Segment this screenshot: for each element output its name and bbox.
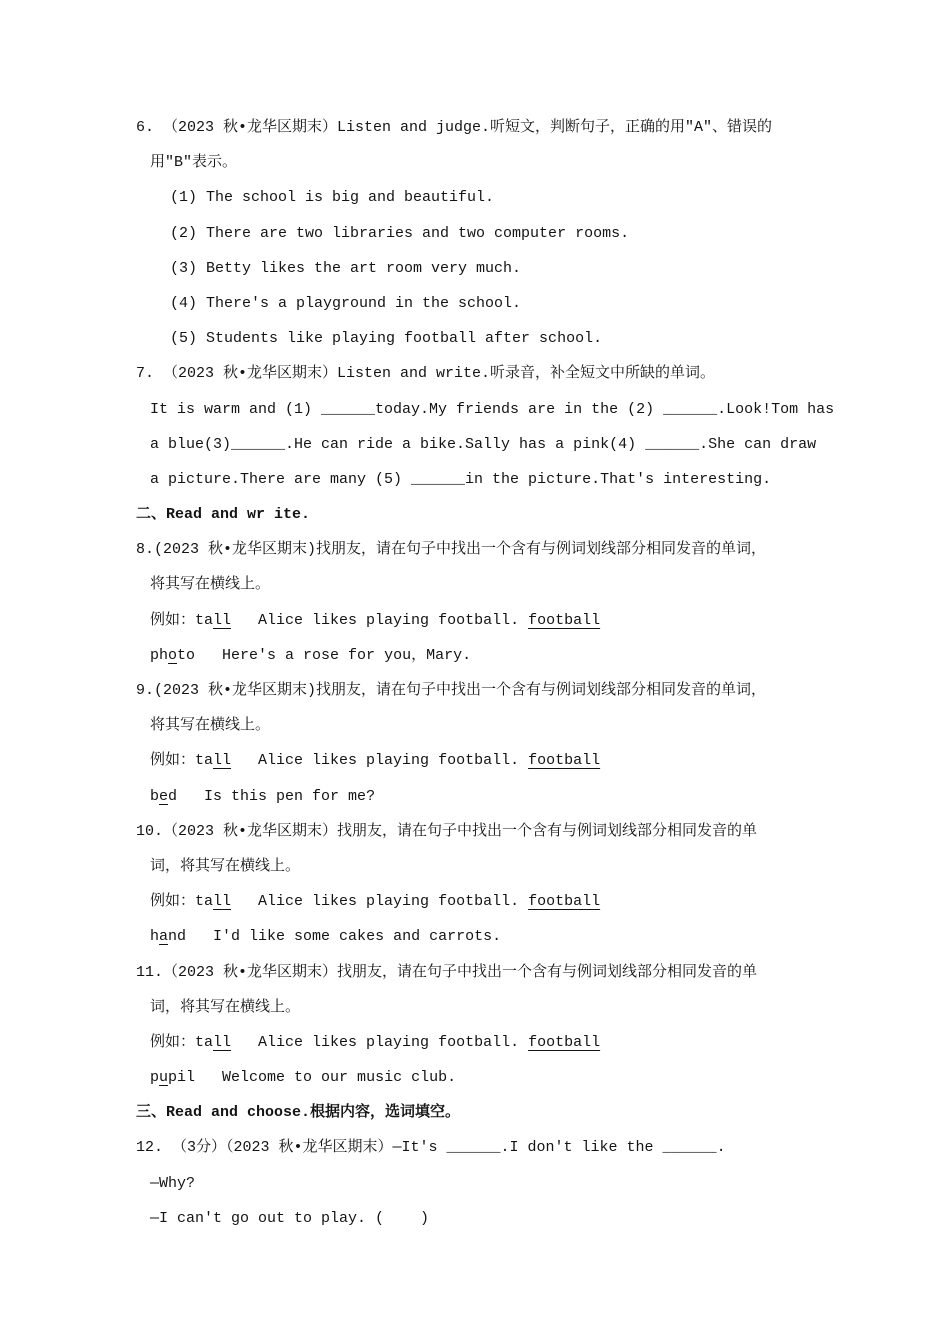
- question-9-answer-line: [136, 779, 840, 814]
- question-12-dialog-line-1: —Why?: [150, 1174, 196, 1192]
- word-prefix: ph: [150, 646, 169, 664]
- example-prefix: 例如：ta: [150, 893, 214, 911]
- question-7-passage-line-2: a blue(3)______.He can ride a bike.Sally has a pink(4) ______.She can draw: [150, 435, 817, 453]
- example-sentence: Alice likes playing football.: [231, 1033, 529, 1051]
- question-6-sub-4: (4) There's a playground in the school.: [170, 294, 522, 312]
- example-sentence: Alice likes playing football.: [231, 752, 529, 770]
- question-7-passage-line-1: It is warm and (1) ______today.My friends are in the (2) ______.Look!Tom has: [150, 400, 835, 418]
- question-7-header: 7. （2023 秋•龙华区期末）Listen and write.听录音，补全短文中所缺的单词。: [136, 365, 716, 383]
- question-7-passage-line-3: a picture.There are many (5) ______in the picture.That's interesting.: [150, 470, 772, 488]
- question-9-instruction-line2: 将其写在横线上。: [150, 717, 271, 735]
- question-9-header: 9.(2023 秋•龙华区期末)找朋友，请在句子中找出一个含有与例词划线部分相同发音的单词，: [136, 682, 767, 699]
- word-sentence: nd I'd like some cakes and carrots.: [168, 928, 502, 946]
- example-underlined-letters: ll: [213, 893, 232, 911]
- example-prefix: 例如：ta: [150, 752, 214, 770]
- question-11-example-line: [136, 1025, 840, 1060]
- word-sentence: to Here's a rose for you，Mary.: [177, 646, 472, 664]
- example-prefix: 例如：ta: [150, 1033, 214, 1051]
- question-6-header: 6. （2023 秋•龙华区期末）Listen and judge.听短文，判断句子，正确的用"A"、错误的: [136, 119, 773, 136]
- question-11-header: 11.（2023 秋•龙华区期末）找朋友，请在句子中找出一个含有与例词划线部分相同发音的单: [136, 963, 758, 981]
- word-sentence: d Is this pen for me?: [168, 787, 376, 805]
- question-8-instruction-line2: 将其写在横线上。: [150, 576, 271, 594]
- question-8-example-line: [136, 603, 840, 638]
- example-answer-word: football: [528, 893, 601, 911]
- question-10-example-line: [136, 884, 840, 919]
- question-6-sub-1: (1) The school is big and beautiful.: [170, 189, 495, 207]
- question-10-header: 10.（2023 秋•龙华区期末）找朋友，请在句子中找出一个含有与例词划线部分相同发音的单: [136, 822, 758, 840]
- example-answer-word: football: [528, 752, 601, 770]
- word-underlined-letter: e: [159, 787, 169, 805]
- question-8-answer-line: [136, 638, 840, 673]
- section-3-heading: 三、Read and choose.根据内容，选词填空。: [136, 1104, 461, 1122]
- word-underlined-letter: a: [159, 928, 169, 946]
- word-prefix: p: [150, 1069, 160, 1087]
- example-answer-word: football: [528, 1033, 601, 1051]
- word-underlined-letter: u: [159, 1069, 169, 1087]
- question-6-header-line2: 用"B"表示。: [150, 154, 238, 172]
- question-12-dialog-line-2: —I can't go out to play. ( ): [150, 1209, 430, 1227]
- question-6-sub-2: (2) There are two libraries and two computer rooms.: [170, 224, 630, 242]
- question-12-header: 12. （3分）（2023 秋•龙华区期末）—It's ______.I don't like the ______.: [136, 1139, 726, 1157]
- question-6-sub-3: (3) Betty likes the art room very much.: [170, 259, 522, 277]
- question-10-answer-line: [136, 919, 840, 954]
- example-sentence: Alice likes playing football.: [231, 893, 529, 911]
- section-2-heading: 二、Read and wr ite.: [136, 506, 311, 524]
- question-10-instruction-line2: 词，将其写在横线上。: [150, 857, 301, 875]
- example-underlined-letters: ll: [213, 1033, 232, 1051]
- question-11-answer-line: [136, 1060, 840, 1095]
- word-underlined-letter: o: [168, 646, 178, 664]
- example-underlined-letters: ll: [213, 611, 232, 629]
- question-9-example-line: [136, 743, 840, 778]
- question-6-sub-5: (5) Students like playing football after school.: [170, 330, 603, 348]
- example-underlined-letters: ll: [213, 752, 232, 770]
- word-sentence: pil Welcome to our music club.: [168, 1069, 457, 1087]
- word-prefix: h: [150, 928, 160, 946]
- word-prefix: b: [150, 787, 160, 805]
- example-answer-word: football: [528, 611, 601, 629]
- example-sentence: Alice likes playing football.: [231, 611, 529, 629]
- question-8-header: 8.(2023 秋•龙华区期末)找朋友，请在句子中找出一个含有与例词划线部分相同发音的单词，: [136, 541, 767, 559]
- question-11-instruction-line2: 词，将其写在横线上。: [150, 998, 301, 1016]
- example-prefix: 例如：ta: [150, 611, 214, 629]
